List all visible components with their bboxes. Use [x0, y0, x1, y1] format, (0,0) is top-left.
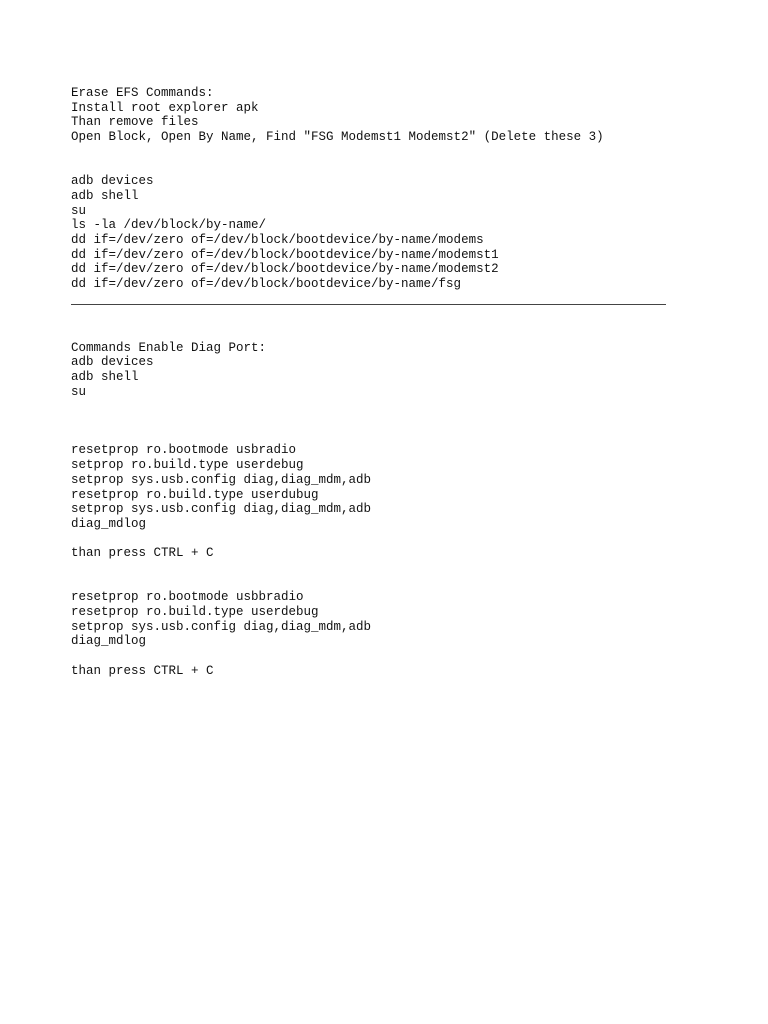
blank-line: [71, 532, 711, 547]
command-line: diag_mdlog: [71, 634, 147, 649]
command-line: setprop ro.build.type userdebug: [71, 458, 304, 473]
command-line: ls -la /dev/block/by-name/: [71, 218, 267, 233]
command-line: resetprop ro.build.type userdebug: [71, 605, 319, 619]
command-line: resetprop ro.bootmode usbbradio: [71, 590, 304, 605]
spacer: [71, 305, 711, 341]
diag-intro: [71, 341, 711, 400]
efs-commands: [71, 174, 711, 292]
command-line: dd if=/dev/zero of=/dev/block/bootdevice/by-name/modemst2: [71, 262, 499, 277]
instruction-note: than press CTRL + C: [71, 546, 214, 561]
diag-heading: Commands Enable Diag Port:: [71, 340, 267, 355]
command-line: resetprop ro.bootmode usbradio: [71, 443, 297, 458]
command-line: adb shell: [71, 188, 139, 203]
blank-line: [71, 414, 711, 429]
diag-block-2: [71, 590, 711, 649]
blank-line: [71, 159, 711, 174]
document-page: [71, 86, 711, 678]
blank-line: [71, 561, 711, 576]
blank-line: [71, 429, 711, 444]
blank-line: [71, 399, 711, 414]
command-line: adb devices: [71, 355, 154, 370]
command-line: dd if=/dev/zero of=/dev/block/bootdevice/by-name/fsg: [71, 276, 462, 291]
efs-intro: [71, 86, 711, 145]
efs-heading: Erase EFS Commands:: [71, 86, 214, 100]
command-line: setprop sys.usb.config diag,diag_mdm,adb: [71, 502, 372, 517]
command-line: dd if=/dev/zero of=/dev/block/bootdevice/by-name/modems: [71, 232, 484, 247]
instruction-note: than press CTRL + C: [71, 663, 214, 678]
diag-block-1: [71, 443, 711, 531]
command-line: resetprop ro.build.type userdubug: [71, 487, 319, 502]
command-line: adb shell: [71, 370, 139, 384]
command-line: diag_mdlog: [71, 516, 147, 531]
text-line: Install root explorer apk: [71, 100, 259, 115]
blank-line: [71, 145, 711, 160]
command-line: dd if=/dev/zero of=/dev/block/bootdevice/by-name/modemst1: [71, 247, 499, 262]
command-line: su: [71, 203, 87, 218]
blank-line: [71, 576, 711, 591]
text-line: Than remove files: [71, 115, 199, 130]
command-line: setprop sys.usb.config diag,diag_mdm,adb: [71, 619, 372, 634]
command-line: adb devices: [71, 174, 154, 189]
command-line: setprop sys.usb.config diag,diag_mdm,adb: [71, 472, 372, 487]
blank-line: [71, 649, 711, 664]
text-line: Open Block, Open By Name, Find "FSG Modemst1 Modemst2" (Delete these 3): [71, 130, 604, 145]
command-line: su: [71, 384, 87, 399]
